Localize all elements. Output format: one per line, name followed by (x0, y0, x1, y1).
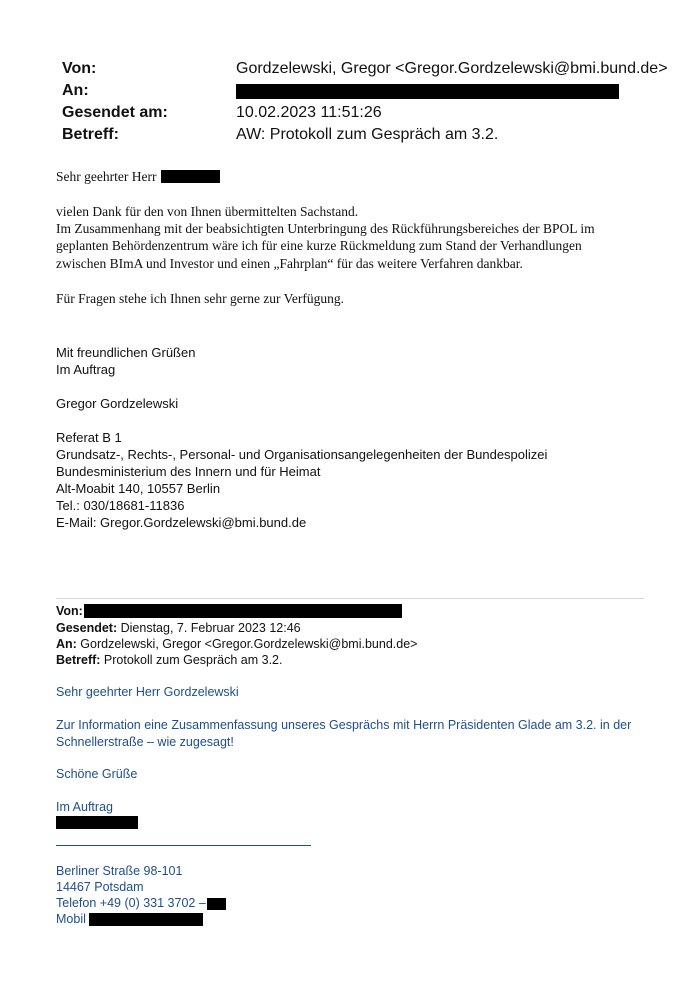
phone: Tel.: 030/18681-11836 (56, 498, 185, 513)
quoted-to (56, 636, 417, 652)
redaction-bar (207, 898, 226, 910)
closing: Mit freundlichen Grüßen (56, 345, 196, 360)
quoted-info-line: Schnellerstraße – wie zugesagt! (56, 735, 234, 749)
ministry: Bundesministerium des Innern und für Heimat (56, 464, 321, 479)
subject-value: AW: Protokoll zum Gespräch am 3.2. (236, 126, 499, 143)
divider (56, 598, 644, 599)
address: Alt-Moabit 140, 10557 Berlin (56, 481, 221, 496)
salutation: Sehr geehrter Herr (56, 169, 157, 184)
quoted-subject-label: Betreff: (56, 653, 101, 667)
quoted-sent-value: Dienstag, 7. Februar 2023 12:46 (117, 621, 301, 635)
email-link[interactable]: E-Mail: Gregor.Gordzelewski@bmi.bund.de (56, 515, 307, 530)
quoted-sent (56, 620, 301, 636)
sent-label: Gesendet am: (62, 104, 168, 121)
subject-label: Betreff: (62, 126, 119, 143)
quoted-subject-value: Protokoll zum Gespräch am 3.2. (100, 653, 283, 667)
redaction-bar (161, 170, 220, 183)
redaction-bar (236, 84, 619, 99)
sender-name: Gregor Gordzelewski (56, 396, 179, 411)
quoted-from (56, 603, 83, 619)
quoted-salutation: Sehr geehrter Herr Gordzelewski (56, 685, 239, 699)
quoted-city: 14467 Potsdam (56, 880, 144, 894)
unit: Referat B 1 (56, 430, 122, 445)
from-label: Von: (62, 60, 97, 77)
quoted-subject (56, 652, 282, 668)
quoted-info-line: Zur Information eine Zusammenfassung unseres Gesprächs mit Herrn Präsidenten Glade am 3.2. in der (56, 718, 632, 732)
quoted-to-label: An: (56, 637, 77, 651)
quoted-regards: Schöne Grüße (56, 767, 138, 781)
quoted-phone: Telefon +49 (0) 331 3702 – (56, 896, 206, 910)
body-line: vielen Dank für den von Ihnen übermittelten Sachstand. (56, 204, 359, 219)
to-label: An: (62, 82, 89, 99)
questions-line: Für Fragen stehe ich Ihnen sehr gerne zur Verfügung. (56, 291, 345, 306)
quoted-to-value: Gordzelewski, Gregor <Gregor.Gordzelewski@bmi.bund.de> (76, 637, 418, 651)
quoted-sent-label: Gesendet: (56, 621, 118, 635)
department: Grundsatz-, Rechts-, Personal- und Organisationsangelegenheiten der Bundespolizei (56, 447, 548, 462)
signature-divider (56, 845, 311, 846)
quoted-from-label: Von: (56, 604, 83, 618)
body-line: geplanten Behördenzentrum wäre ich für eine kurze Rückmeldung zum Stand der Verhandlungen (56, 238, 582, 253)
quoted-on-behalf: Im Auftrag (56, 800, 113, 814)
redaction-bar (89, 913, 203, 926)
redaction-bar (56, 816, 138, 829)
body-line: Im Zusammenhang mit der beabsichtigten Unterbringung des Rückführungsbereiches der BPOL im (56, 221, 595, 236)
quoted-street: Berliner Straße 98-101 (56, 864, 183, 878)
redaction-bar (84, 604, 402, 618)
on-behalf: Im Auftrag (56, 362, 116, 377)
quoted-mobile: Mobil (56, 912, 86, 926)
from-value: Gordzelewski, Gregor <Gregor.Gordzelewski@bmi.bund.de> (236, 60, 668, 77)
body-line: zwischen BImA und Investor und einen „Fahrplan“ für das weitere Verfahren dankbar. (56, 256, 523, 271)
sent-value: 10.02.2023 11:51:26 (236, 104, 382, 121)
